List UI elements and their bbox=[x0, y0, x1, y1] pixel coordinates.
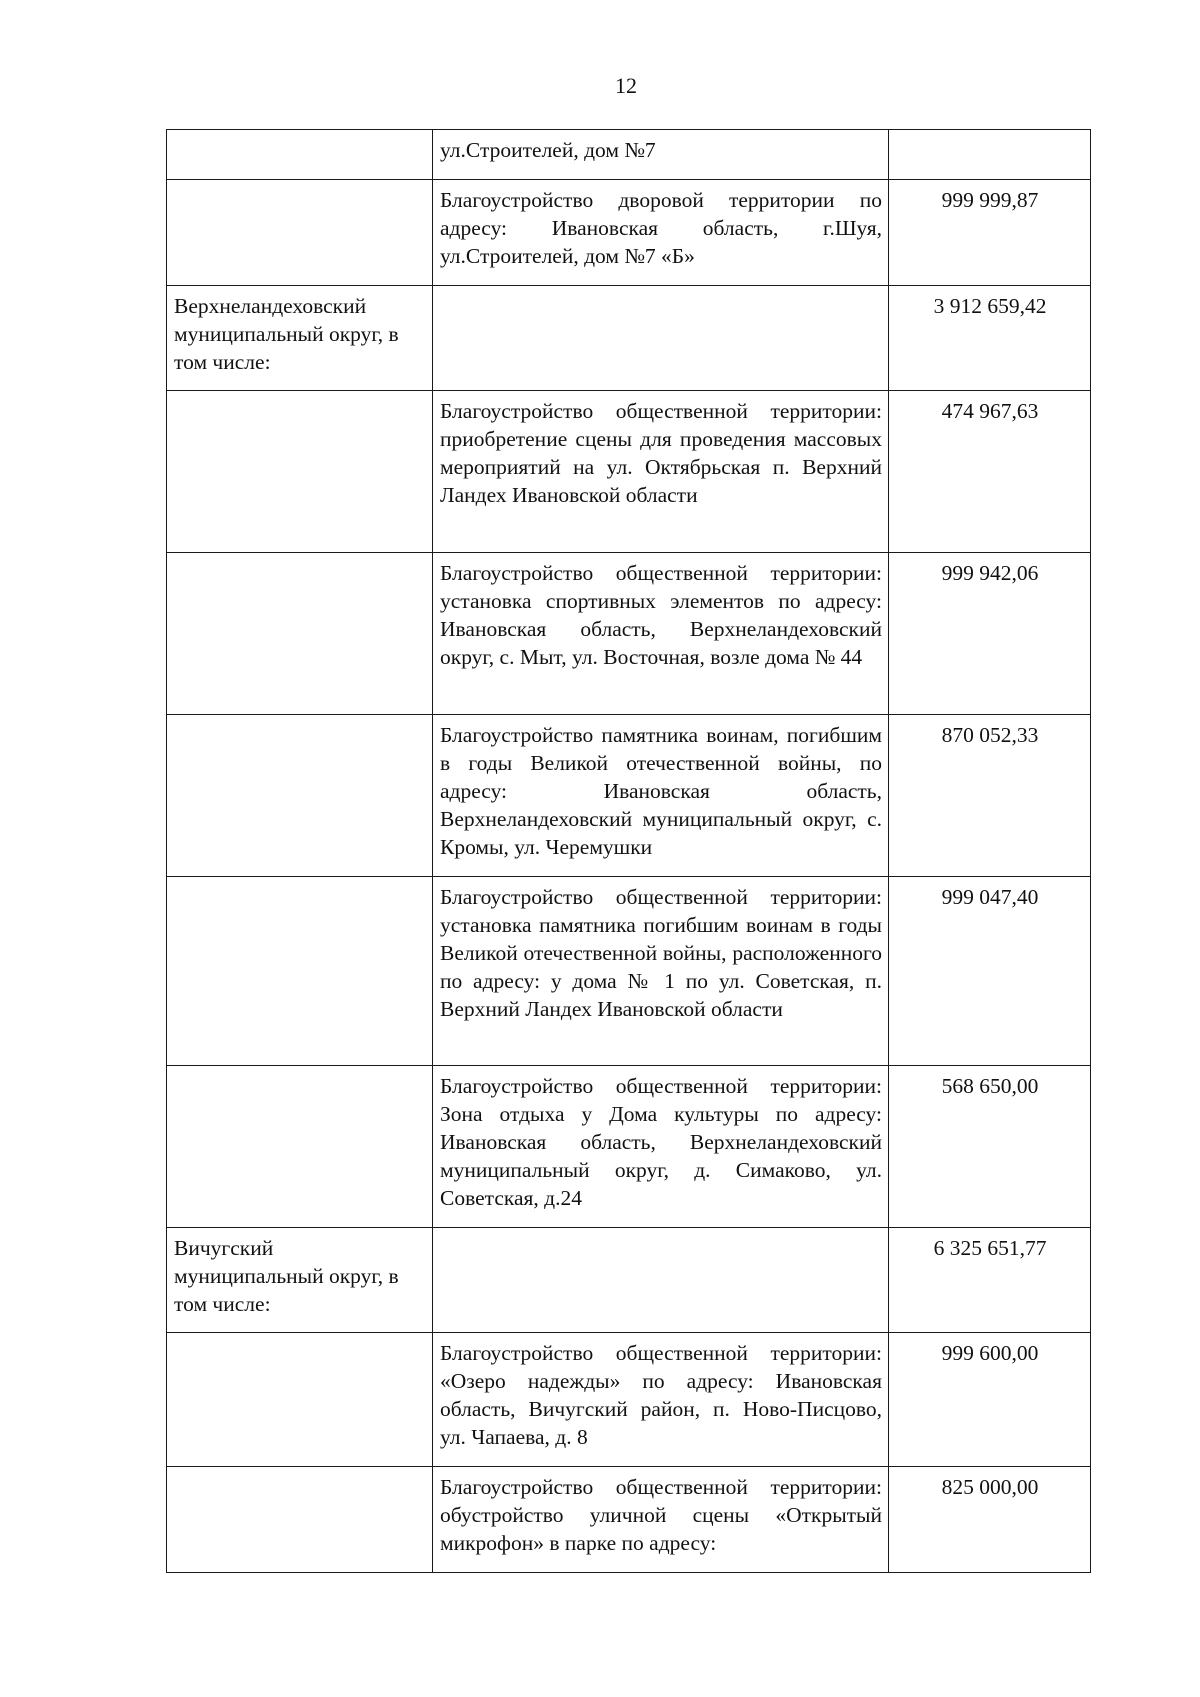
description-cell-text: Благоустройство общественной территории: обустройство уличной сцены «Открытый микрофон» в парке по адресу: bbox=[440, 1475, 882, 1555]
district-cell bbox=[167, 1333, 433, 1467]
description-cell-text: Благоустройство общественной территории: приобретение сцены для проведения массовых мероприятий на ул. Октябрьская п. Верхний Ландех Ивановской области bbox=[440, 399, 882, 507]
amount-cell-text: 999 047,40 bbox=[941, 885, 1039, 909]
description-cell-text: Благоустройство общественной территории: установка спортивных элементов по адресу: Ивановская область, Верхнеландеховский округ, с. Мыт, ул. Восточная, возле дома № 44 bbox=[440, 561, 882, 669]
amount-cell-text: 568 650,00 bbox=[941, 1074, 1039, 1098]
table-row bbox=[167, 1228, 1091, 1333]
district-cell bbox=[167, 1228, 433, 1333]
description-cell bbox=[433, 391, 889, 553]
description-cell-text: Благоустройство дворовой территории по адресу: Ивановская область, г.Шуя, ул.Строителей, дом №7 «Б» bbox=[440, 188, 882, 268]
description-cell-text: Благоустройство общественной территории: установка памятника погибшим воинам в годы Великой отечественной войны, расположенного по адресу: у дома № 1 по ул. Советская, п. Верхний Ландех Ивановской области bbox=[440, 885, 882, 1021]
district-cell bbox=[167, 877, 433, 1066]
description-cell bbox=[433, 1228, 889, 1333]
amount-cell bbox=[889, 286, 1091, 391]
amount-cell bbox=[889, 180, 1091, 286]
district-cell bbox=[167, 286, 433, 391]
amount-cell-text: 870 052,33 bbox=[941, 723, 1039, 747]
amount-cell-text: 999 999,87 bbox=[941, 188, 1039, 212]
description-cell bbox=[433, 180, 889, 286]
amount-cell-text: 3 912 659,42 bbox=[933, 294, 1047, 318]
table-row bbox=[167, 1467, 1091, 1573]
table-row bbox=[167, 180, 1091, 286]
district-cell-text: Верхнеландеховский муниципальный округ, в том числе: bbox=[174, 294, 399, 374]
amount-cell bbox=[889, 877, 1091, 1066]
amount-cell-text: 825 000,00 bbox=[941, 1475, 1039, 1499]
amount-cell bbox=[889, 130, 1091, 180]
district-cell bbox=[167, 1467, 433, 1573]
amount-cell bbox=[889, 1228, 1091, 1333]
amount-cell bbox=[889, 1066, 1091, 1228]
table-row bbox=[167, 1333, 1091, 1467]
district-cell bbox=[167, 1066, 433, 1228]
amount-cell bbox=[889, 715, 1091, 877]
amount-cell bbox=[889, 391, 1091, 553]
amount-cell-text: 6 325 651,77 bbox=[933, 1236, 1047, 1260]
district-cell bbox=[167, 130, 433, 180]
amount-cell bbox=[889, 1333, 1091, 1467]
description-cell bbox=[433, 1333, 889, 1467]
amount-cell bbox=[889, 1467, 1091, 1573]
amount-cell-text: 474 967,63 bbox=[941, 399, 1039, 423]
description-cell bbox=[433, 286, 889, 391]
table-row bbox=[167, 130, 1091, 180]
district-cell bbox=[167, 180, 433, 286]
description-cell bbox=[433, 1066, 889, 1228]
table-row bbox=[167, 1066, 1091, 1228]
funding-table bbox=[166, 129, 1091, 1573]
description-cell bbox=[433, 130, 889, 180]
description-cell bbox=[433, 553, 889, 715]
table-row bbox=[167, 286, 1091, 391]
description-cell-text: Благоустройство общественной территории: «Озеро надежды» по адресу: Ивановская область, Вичугский район, п. Ново-Писцово, ул. Чапаева, д. 8 bbox=[440, 1341, 882, 1449]
description-cell bbox=[433, 877, 889, 1066]
amount-cell bbox=[889, 553, 1091, 715]
table-body bbox=[167, 130, 1091, 1573]
amount-cell-text: 999 600,00 bbox=[941, 1341, 1039, 1365]
description-cell-text: Благоустройство памятника воинам, погибшим в годы Великой отечественной войны, по адресу: Ивановская область, Верхнеландеховский муниципальный округ, с. Кромы, ул. Черемушки bbox=[440, 723, 882, 859]
district-cell bbox=[167, 391, 433, 553]
amount-cell-text: 999 942,06 bbox=[941, 561, 1039, 585]
description-cell bbox=[433, 1467, 889, 1573]
table-row bbox=[167, 553, 1091, 715]
description-cell-text: Благоустройство общественной территории: Зона отдыха у Дома культуры по адресу: Ивановская область, Верхнеландеховский муниципальный округ, д. Симаково, ул. Советская, д.24 bbox=[440, 1074, 882, 1210]
page-number: 12 bbox=[615, 73, 637, 98]
district-cell-text: Вичугский муниципальный округ, в том числе: bbox=[174, 1236, 399, 1316]
table-row bbox=[167, 391, 1091, 553]
description-cell bbox=[433, 715, 889, 877]
district-cell bbox=[167, 553, 433, 715]
table-row bbox=[167, 715, 1091, 877]
description-cell-text: ул.Строителей, дом №7 bbox=[440, 138, 656, 162]
table-row bbox=[167, 877, 1091, 1066]
district-cell bbox=[167, 715, 433, 877]
